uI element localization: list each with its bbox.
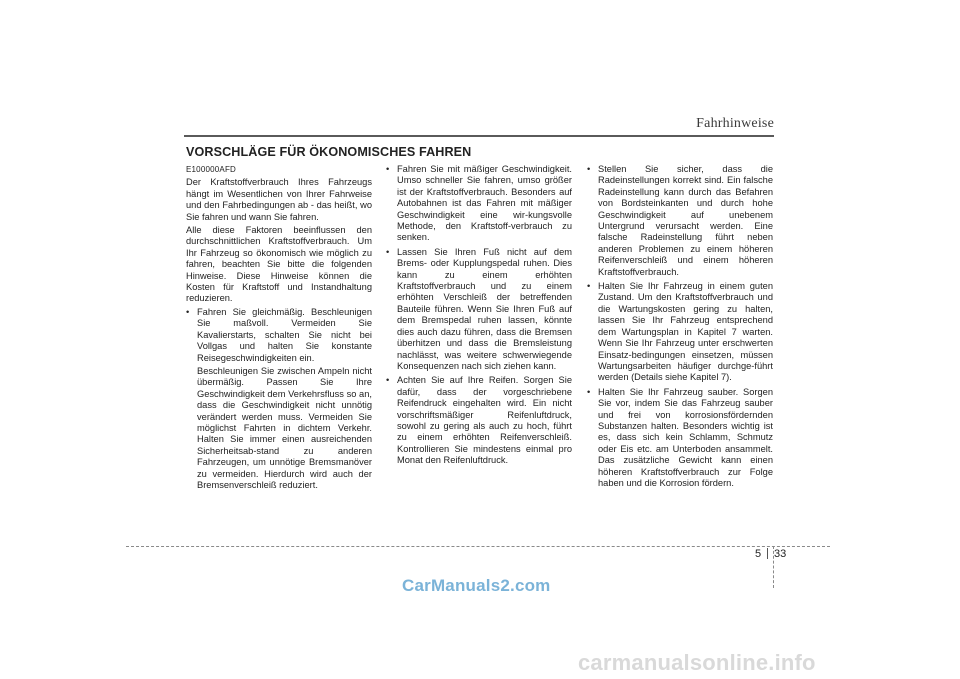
bullet-text: Halten Sie Ihr Fahrzeug sauber. Sorgen Sie vor, indem Sie das Fahrzeug sauber und frei von korrosionsfördernden Substanzen halten. Besonders wichtig ist es, dass sich kein Schlamm, Schmutz oder Eis etc. am Unterboden ansammelt. Das zusätzliche Gewicht kann einen höheren Kraftstoffverbrauch zur Folge haben und die Korrosion fördern.	[598, 386, 773, 488]
watermark-link[interactable]: CarManuals2.com	[402, 576, 551, 595]
bullet-glyph: •	[587, 386, 591, 397]
list-item	[386, 247, 572, 372]
bottom-rule	[126, 546, 830, 547]
bullet-text: Achten Sie auf Ihre Reifen. Sorgen Sie dafür, dass der vorgeschriebene Reifendruck eingehalten wird. Ein nicht vorschriftsmäßiger Reifenluftdruck, sowohl zu gering als auch zu hoch, führt zu einem erhöhten Reifenverschleiß. Kontrollieren Sie mindestens einmal pro Monat den Reifenluftdruck.	[397, 375, 572, 466]
bullet-text: Stellen Sie sicher, dass die Radeinstellungen korrekt sind. Ein falsche Radeinstellung kann durch das Befahren von Bordsteinkanten und durch hohe Geschwindigkeit auf unebenem Untergrund verursacht werden. Eine falsche Radeinstellung führt neben anderen Problemen zu einem höheren Reifenverschleiß und einem höheren Kraftstoffverbrauch.	[598, 164, 773, 277]
bullet-glyph: •	[386, 164, 390, 174]
bullet-text: Lassen Sie Ihren Fuß nicht auf dem Brems- oder Kupplungspedal ruhen. Dies kann zu einem erhöhten Kraftstoffverbrauch und zu einem erhöhten Verschleiß der betreffenden Bauteile führen. Wenn Sie Ihren Fuß auf dem Bremspedal ruhen lassen, könnte dies auch dazu führen, dass die Bremsen überhitzen und dass die Bremsleistung nachlässt, was weitere schwerwiegende Konsequenzen nach sich ziehen kann.	[397, 246, 572, 371]
bullet-text: Beschleunigen Sie zwischen Ampeln nicht übermäßig. Passen Sie Ihre Geschwindigkeit dem Verkehrsfluss so an, dass die Geschwindigkeit nicht unnötig verändert werden muss. Vermeiden Sie möglichst Fahrten in dichtem Verkehr. Halten Sie immer einen ausreichenden Sicherheitsab-stand zu anderen Fahrzeugen, um unnötige Bremsmanöver zu vermeiden. Hierdurch wird auch der Bremsenverschleiß reduziert.	[197, 365, 372, 490]
intro-paragraph: Der Kraftstoffverbrauch Ihres Fahrzeugs hängt im Wesentlichen von Ihrer Fahrweise und den Fahrbedingungen ab - das heißt, wo Sie fahren und wann Sie fahren.	[186, 177, 372, 222]
list-item	[386, 164, 572, 244]
chapter-title: Fahrhinweise	[696, 116, 774, 131]
section-code: E100000AFD	[186, 165, 237, 174]
column-3	[587, 164, 773, 492]
list-item	[186, 307, 372, 492]
column-2	[386, 164, 572, 470]
list-item	[587, 387, 773, 490]
bullet-text: Halten Sie Ihr Fahrzeug in einem guten Zustand. Um den Kraftstoffverbrauch und die Wartungskosten gering zu halten, lassen Sie Ihr Fahrzeug entsprechend dem Wartungsplan in Kapitel 7 warten. Wenn Sie Ihr Fahrzeug unter erschwerten Einsatz-bedingungen einsetzen, müssen Wartungsarbeiten häufiger durchge-führt werden (Details siehe Kapitel 7).	[598, 281, 773, 383]
bullet-glyph: •	[386, 246, 390, 257]
bullet-glyph: •	[587, 164, 591, 174]
bullet-text: Fahren Sie mit mäßiger Geschwindigkeit. Umso schneller Sie fahren, umso größer ist der Kraftstoffverbrauch. Besonders auf Autobahnen ist das Fahren mit mäßiger Geschwindigkeit eine wir-kungsvolle Methode, den Kraftstoff-verbrauch zu senken.	[397, 164, 572, 243]
bullet-text: Fahren Sie gleichmäßig. Beschleunigen Sie maßvoll. Vermeiden Sie Kavalierstarts, schalten Sie nicht bei Vollgas und halten Sie konstante Reisegeschwindigkeiten ein.	[197, 306, 372, 363]
column-1	[186, 164, 372, 494]
bullet-glyph: •	[587, 281, 591, 292]
list-item	[386, 375, 572, 466]
intro-paragraph-2: Alle diese Faktoren beeinflussen den durchschnittlichen Kraftstoffverbrauch. Um Ihr Fahrzeug so ökonomisch wie möglich zu fahren, beachten Sie bitte die folgenden Hinweise. Diese Hinweise können die Kosten für Kraftstoff und Instandhaltung reduzieren.	[186, 225, 372, 304]
page-number: 33	[774, 548, 787, 560]
top-rule	[184, 135, 774, 137]
page-chapter: 5	[755, 548, 762, 560]
list-item	[587, 164, 773, 278]
bullet-glyph: •	[386, 375, 390, 386]
watermark-footer: carmanualsonline.info	[578, 650, 816, 675]
list-item	[587, 281, 773, 384]
bullet-glyph: •	[186, 306, 190, 317]
page-number-separator	[767, 548, 768, 559]
section-heading: VORSCHLÄGE FÜR ÖKONOMISCHES FAHREN	[186, 145, 472, 159]
